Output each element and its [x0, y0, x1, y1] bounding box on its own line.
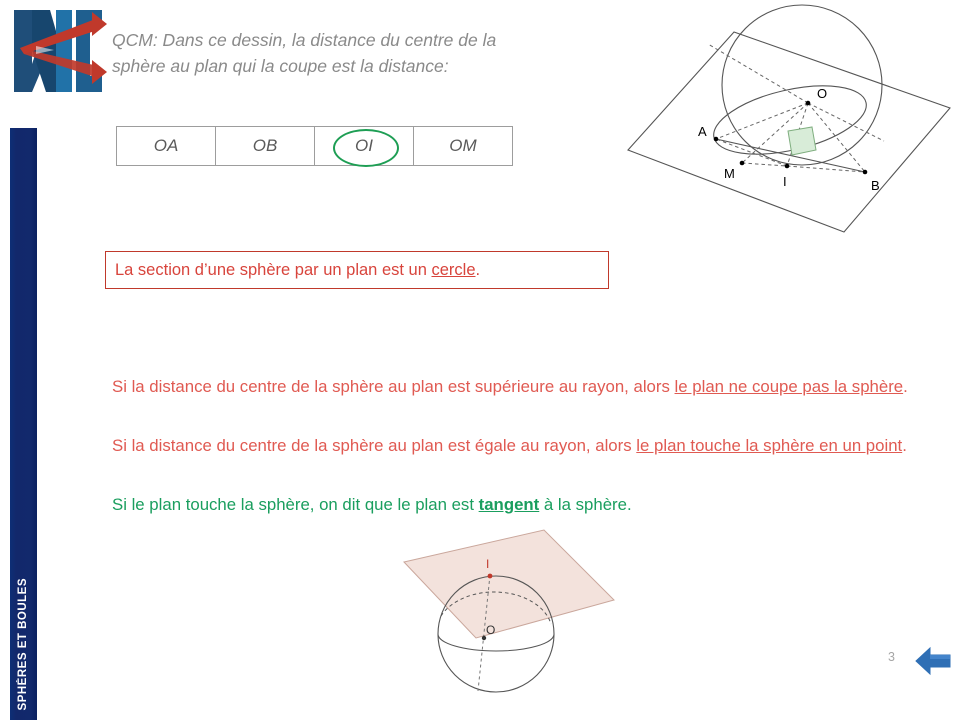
table-row: [117, 127, 513, 166]
qcm-option-oi[interactable]: [315, 127, 414, 166]
definition-text: [106, 261, 480, 280]
sidebar-tab-spheres-et-boules[interactable]: [10, 128, 37, 720]
page-number: 3: [888, 650, 895, 664]
definition-box: [105, 251, 609, 289]
right-angle-mark-icon: [788, 127, 816, 155]
statement-plain-after: .: [903, 377, 908, 396]
point-b: [863, 170, 868, 175]
label-i: I: [783, 174, 787, 189]
point-m: [740, 161, 745, 166]
definition-keyword: cercle: [431, 260, 476, 279]
sidebar-label-wrap: [10, 550, 37, 710]
statement-plan-tangent: [112, 490, 924, 519]
point-a: [714, 137, 719, 142]
label-m: M: [724, 166, 735, 181]
mc-logo: [6, 4, 108, 96]
statement-egale-au-rayon: [112, 431, 924, 460]
section-circle: [707, 73, 872, 167]
point-i: [785, 164, 790, 169]
label-o: O: [817, 86, 828, 101]
label-i: I: [486, 557, 490, 571]
statement-plain-after: à la sphère.: [539, 495, 632, 514]
qcm-option-ob[interactable]: [216, 127, 315, 166]
qcm-option-om[interactable]: [414, 127, 513, 166]
qcm-question: QCM: Dans ce dessin, la distance du centre de la sphère au plan qui la coupe est la distance:: [112, 30, 497, 76]
point-o: [806, 101, 811, 106]
statement-plain-before: Si le plan touche la sphère, on dit que le plan est: [112, 495, 479, 514]
statement-underlined: le plan ne coupe pas la sphère: [674, 377, 904, 396]
tangent-plane: [404, 530, 614, 638]
statement-plain-after: .: [902, 436, 907, 455]
sidebar-item-label: SPHÈRES ET BOULES: [17, 577, 29, 710]
definition-suffix: .: [475, 260, 481, 279]
label-a: A: [698, 124, 707, 139]
point-i: [488, 574, 493, 579]
back-arrow-icon[interactable]: [914, 646, 952, 676]
qcm-option-label: OB: [252, 136, 278, 155]
qcm-option-label: OM: [449, 136, 477, 155]
qcm-option-label: OI: [355, 136, 373, 155]
statement-plain-before: Si la distance du centre de la sphère au plan est égale au rayon, alors: [112, 436, 637, 455]
qcm-answer-table: [116, 126, 513, 166]
label-o: O: [486, 623, 496, 637]
statement-plain-before: Si la distance du centre de la sphère au plan est supérieure au rayon, alors: [112, 377, 675, 396]
definition-prefix: La section d’une sphère par un plan est un: [115, 260, 432, 279]
statement-superieur-au-rayon: [112, 372, 924, 401]
qcm-option-oa[interactable]: [117, 127, 216, 166]
statement-bold-keyword: tangent: [478, 495, 540, 514]
label-b: B: [871, 178, 880, 193]
sphere-tangent-plane-diagram: [398, 528, 656, 720]
sphere-cut-by-plane-diagram: [612, 0, 960, 246]
qcm-option-label: OA: [153, 136, 179, 155]
equator-front: [438, 634, 554, 651]
statement-underlined: le plan touche la sphère en un point: [636, 436, 903, 455]
